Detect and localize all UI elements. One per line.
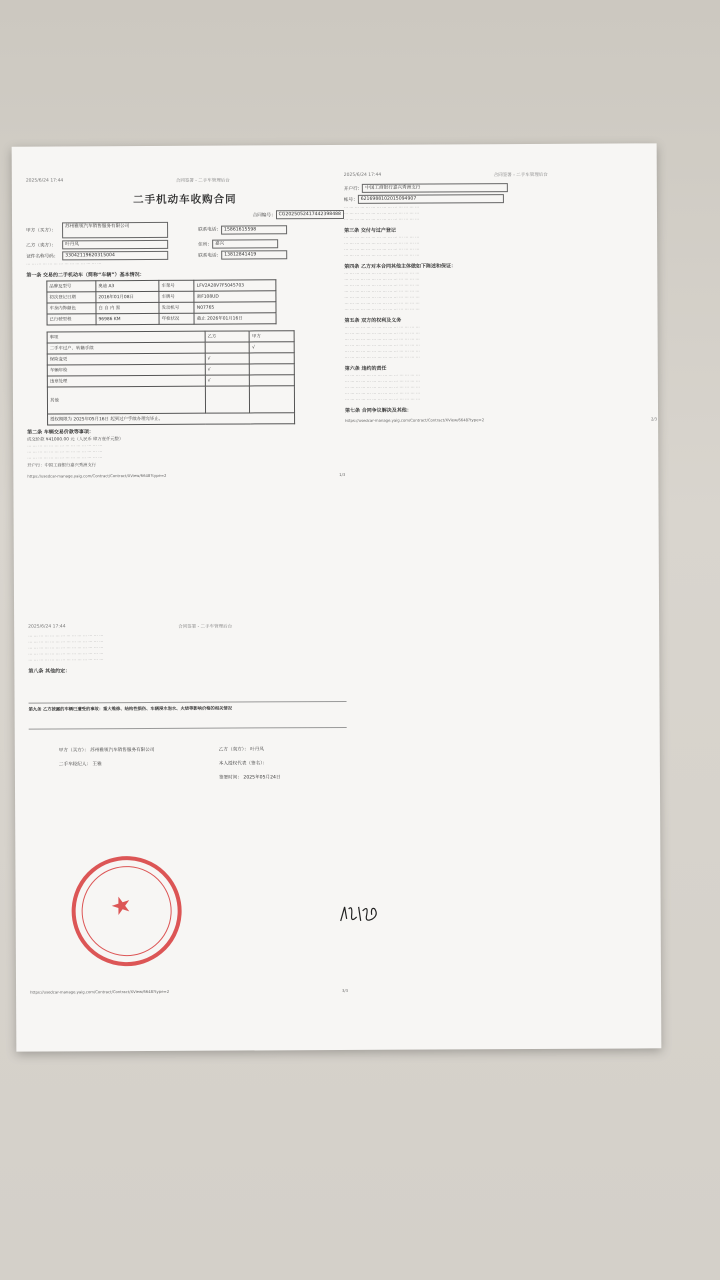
header-time: 2025/6/24 17:44 xyxy=(28,624,66,630)
seal-star-icon: ★ xyxy=(106,888,136,923)
footer-url: https://usedcar-manage.yaig.com/Contract/Contract/XView/6648?type=2 xyxy=(27,472,167,479)
footer-page: 2/3 xyxy=(650,416,658,422)
tbl-header-a: 甲方 xyxy=(250,331,295,342)
plate-label: 车牌号 xyxy=(159,291,194,302)
header-time: 2025/6/24 17:44 xyxy=(343,172,382,178)
party-b-name: 叶丹凤 xyxy=(62,240,168,250)
bank-label: 开户行： xyxy=(343,186,363,192)
row-b xyxy=(205,342,250,353)
tbl-header-item: 事项 xyxy=(47,331,205,343)
engine-value: N07765 xyxy=(194,302,276,313)
account-row xyxy=(344,193,656,204)
page-2-footer xyxy=(345,416,657,423)
km-value: 96986 KM xyxy=(96,313,159,324)
article-3-body: ··· ··· ··· ··· ··· ··· ··· ··· ··· ··· ··· ··· ··· ··· ··· ··· ··· ··· ··· ··· ··· ··· ··· ··· ··· ··· ··· ··· ··· ··· ··· ··· ··· ··· ··· ··· ··· ··· ··· ··· ··· ··· ··· ··· ··· ··· ··· ··· ··· ··· ··· ··· ··· ··· ··· ··· xyxy=(344,235,420,259)
contract-title: 二手机动车收购合同 xyxy=(133,193,237,207)
brand-label: 品牌及型号 xyxy=(47,281,96,292)
article-5-body: ··· ··· ··· ··· ··· ··· ··· ··· ··· ··· ··· ··· ··· ··· ··· ··· ··· ··· ··· ··· ··· ··· ··· ··· ··· ··· ··· ··· ··· ··· ··· ··· ··· ··· ··· ··· ··· ··· ··· ··· ··· ··· ··· ··· ··· ··· ··· ··· ··· ··· ··· ··· ··· ··· ··· ··· ··· ··· ··· ··· ··· ··· ··· ··· ··· ··· ··· ··· ··· ··· ··· ··· ··· ··· ··· ··· ··· ··· ··· ··· ··· ··· ··· ··· xyxy=(344,325,420,361)
article-2-title: 第二条 车辆交易价款等事项： xyxy=(27,429,94,436)
party-a-label: 甲方（买方）： xyxy=(26,228,56,234)
table-row xyxy=(47,386,294,414)
authorization-note: 授权期限为 2025年05月16日 起到过户手续办理完毕止。 xyxy=(48,413,295,425)
party-b-phone-label: 联系电话： xyxy=(198,253,222,259)
vin-value: LFV2A28V7F5045703 xyxy=(194,280,276,291)
row-a xyxy=(250,364,295,375)
article-3-title: 第三条 交付与过户登记 xyxy=(344,227,396,234)
header-site: 合同签署 - 二手车管理后台 xyxy=(493,172,548,179)
broker-label: 二手车经纪人： xyxy=(58,762,92,768)
engine-label: 发动机号 xyxy=(159,302,194,313)
contract-page-1 xyxy=(26,177,346,481)
contract-sheet xyxy=(12,143,662,1051)
sign-a-value: 苏州雅领汽车销售服务有限公司 xyxy=(90,747,155,754)
row-b: √ xyxy=(205,364,250,375)
article-6-title: 第六条 违约的责任 xyxy=(344,365,387,372)
article-9-blank xyxy=(29,713,347,730)
article-7-title: 第七条 合同争议解决及其他： xyxy=(345,407,412,414)
tbl-header-b: 乙方 xyxy=(205,331,250,342)
contract-number-row xyxy=(26,210,344,221)
footer-page: 3/3 xyxy=(341,987,349,993)
article-4-body: ··· ··· ··· ··· ··· ··· ··· ··· ··· ··· ··· ··· ··· ··· ··· ··· ··· ··· ··· ··· ··· ··· ··· ··· ··· ··· ··· ··· ··· ··· ··· ··· ··· ··· ··· ··· ··· ··· ··· ··· ··· ··· ··· ··· ··· ··· ··· ··· ··· ··· ··· ··· ··· ··· ··· ··· ··· ··· ··· ··· ··· ··· ··· ··· ··· ··· ··· ··· ··· ··· ··· ··· ··· ··· ··· ··· ··· ··· ··· ··· ··· ··· ··· ··· ··· ··· ··· ··· ··· ··· ··· ··· ··· ··· ··· ··· ··· ··· xyxy=(344,271,420,313)
article-9-text: 第九条 乙方披露的车辆已遭受的事故：重大维修、结构性损伤、车辆浸水泡水、火烧等影响价格的相关情况 xyxy=(28,706,233,713)
party-b-addr: 嘉兴 xyxy=(212,239,278,248)
insp-value: 截止 2026年01月16日 xyxy=(194,313,276,324)
article-7-body: ··· ··· ··· ··· ··· ··· ··· ··· ··· ··· ··· ··· ··· ··· ··· ··· ··· ··· ··· ··· ··· ··· ··· ··· ··· ··· ··· ··· ··· ··· ··· ··· ··· ··· ··· ··· ··· ··· ··· ··· ··· ··· ··· ··· ··· ··· ··· ··· ··· ··· ··· ··· ··· ··· ··· ··· ··· ··· ··· ··· ··· ··· ··· ··· ··· ··· ··· ··· ··· ··· xyxy=(28,634,104,664)
party-a-contact: 15861615598 xyxy=(221,225,287,234)
bank-note: 开户行：中国工商银行嘉兴秀洲支行 xyxy=(27,463,97,469)
sign-b-value: 叶丹凤 xyxy=(250,747,264,753)
account-label: 帐号： xyxy=(343,197,358,203)
reg-label: 初次登记日期 xyxy=(47,292,96,303)
row-a xyxy=(250,375,295,386)
rep-label: 本人授权代表（签名）： xyxy=(218,761,268,767)
party-b-id-row xyxy=(26,250,344,261)
page-1-footer xyxy=(27,472,345,479)
color-label: 车身内饰颜色 xyxy=(47,303,96,314)
signature-block xyxy=(29,746,347,818)
header-time: 2025/6/24 17:44 xyxy=(25,178,64,184)
article-8-blank xyxy=(28,675,346,704)
article-2-cont: ··· ··· ··· ··· ··· ··· ··· ··· ··· ··· ··· ··· ··· ··· ··· ··· ··· ··· ··· ··· ··· ··· ··· ··· ··· ··· ··· ··· ··· ··· ··· ··· ··· ··· ··· ··· ··· ··· ··· ··· ··· ··· xyxy=(343,205,420,223)
article-5-title: 第五条 双方的权利及义务 xyxy=(344,317,402,324)
brand-value: 奥迪 A3 xyxy=(96,280,159,291)
party-a-contact-label: 联系电话： xyxy=(198,227,222,233)
header-site: 合同签署 - 二手车管理后台 xyxy=(175,178,230,184)
row-item: 二手车过户、转籍手续 xyxy=(47,342,205,354)
rep-row xyxy=(219,760,267,766)
article-6-body: ··· ··· ··· ··· ··· ··· ··· ··· ··· ··· ··· ··· ··· ··· ··· ··· ··· ··· ··· ··· ··· ··· ··· ··· ··· ··· ··· ··· ··· ··· ··· ··· ··· ··· ··· ··· ··· ··· ··· ··· ··· ··· ··· ··· ··· ··· ··· ··· ··· ··· ··· ··· ··· ··· ··· ··· ··· ··· ··· ··· ··· ··· ··· ··· ··· ··· ··· ··· ··· ··· xyxy=(344,373,421,403)
row-b: √ xyxy=(205,375,250,386)
sign-date-row xyxy=(219,774,281,780)
party-b-id: 33042119620315004 xyxy=(62,251,168,261)
row-a xyxy=(250,353,295,364)
footer-url: https://usedcar-manage.yaig.com/Contract/Contract/XView/6648?type=2 xyxy=(345,417,485,423)
sign-date-label: 签署时间： xyxy=(218,775,242,781)
party-b-phone: 13812841419 xyxy=(221,250,287,259)
page-header xyxy=(344,171,656,182)
article-1-title: 第一条 交易的二手机动车（简称“车辆”）基本情况： xyxy=(26,272,145,279)
article-4-title: 第四条 乙方对本合同其他主体做如下陈述和保证： xyxy=(344,263,457,270)
row-item: 车辆年检 xyxy=(47,364,205,376)
sign-a-label: 甲方（买方）： xyxy=(58,748,89,754)
bank-value: 中国工商银行嘉兴秀洲支行 xyxy=(362,183,508,193)
insp-label: 年检状况 xyxy=(159,313,194,324)
contract-page-3 xyxy=(28,623,348,997)
contract-number: CG2025052417442398488 xyxy=(276,210,344,219)
responsibility-table xyxy=(47,330,295,425)
row-a xyxy=(250,386,295,413)
article-2-body: ··· ··· ··· ··· ··· ··· ··· ··· ··· ··· ··· ··· ··· ··· ··· ··· ··· ··· ··· ··· ··· ··· ··· ··· ··· ··· ··· ··· ··· ··· ··· ··· ··· ··· ··· ··· ··· ··· ··· ··· ··· ··· xyxy=(27,444,103,462)
party-b-row xyxy=(26,239,344,250)
reg-value: 2016年01月08日 xyxy=(96,291,159,302)
vehicle-info-table xyxy=(46,279,276,325)
party-b-label: 乙方（卖方）： xyxy=(26,242,57,249)
footer-page: 1/3 xyxy=(339,471,346,477)
row-item: 其他 xyxy=(47,386,205,414)
plate-value: 浙F108UD xyxy=(194,291,276,302)
sign-a-row xyxy=(59,747,155,754)
color-value: 白 自 内 黑 xyxy=(96,302,159,313)
preamble-text: ··· ··· ··· ··· ··· ··· ··· ··· ··· ··· ··· ··· ··· ··· xyxy=(26,262,102,268)
sign-date: 2025年05月24日 xyxy=(243,775,281,781)
page-header xyxy=(26,177,344,188)
sign-b-label: 乙方（卖方）： xyxy=(218,747,249,753)
row-item: 违章处理 xyxy=(47,375,205,387)
account-value: 6216988102015094907 xyxy=(358,194,504,204)
row-item: 保险变更 xyxy=(47,353,205,365)
km-label: 已行驶里程 xyxy=(47,314,96,325)
footer-url: https://usedcar-manage.yaig.com/Contract/Contract/XView/6648?type=2 xyxy=(30,988,170,995)
sign-b-row xyxy=(219,746,264,752)
contract-number-label: 合同编号： xyxy=(252,212,276,218)
contract-page-2 xyxy=(344,171,657,425)
party-b-addr-label: 住所： xyxy=(198,242,212,248)
row-b xyxy=(205,386,250,413)
page-header xyxy=(28,623,346,634)
page-3-footer xyxy=(30,988,348,995)
vin-label: 车架号 xyxy=(159,280,194,291)
header-site: 合同签署 - 二手车管理后台 xyxy=(178,624,233,630)
bank-row xyxy=(344,182,656,193)
party-a-name: 苏州雅领汽车销售服务有限公司 xyxy=(62,222,168,239)
price-note: 成交价款 ¥41000.00 元（人民币 肆万壹仟元整） xyxy=(27,437,124,443)
party-b-id-label: 证件名称号码： xyxy=(26,253,59,260)
row-b: √ xyxy=(205,353,250,364)
handwritten-signature xyxy=(339,903,384,925)
broker-row xyxy=(59,761,102,767)
article-8-title: 第八条 其他约定： xyxy=(28,668,71,675)
broker-value: 王雅 xyxy=(92,762,102,768)
party-a-row xyxy=(26,221,344,239)
row-a: √ xyxy=(250,342,295,353)
